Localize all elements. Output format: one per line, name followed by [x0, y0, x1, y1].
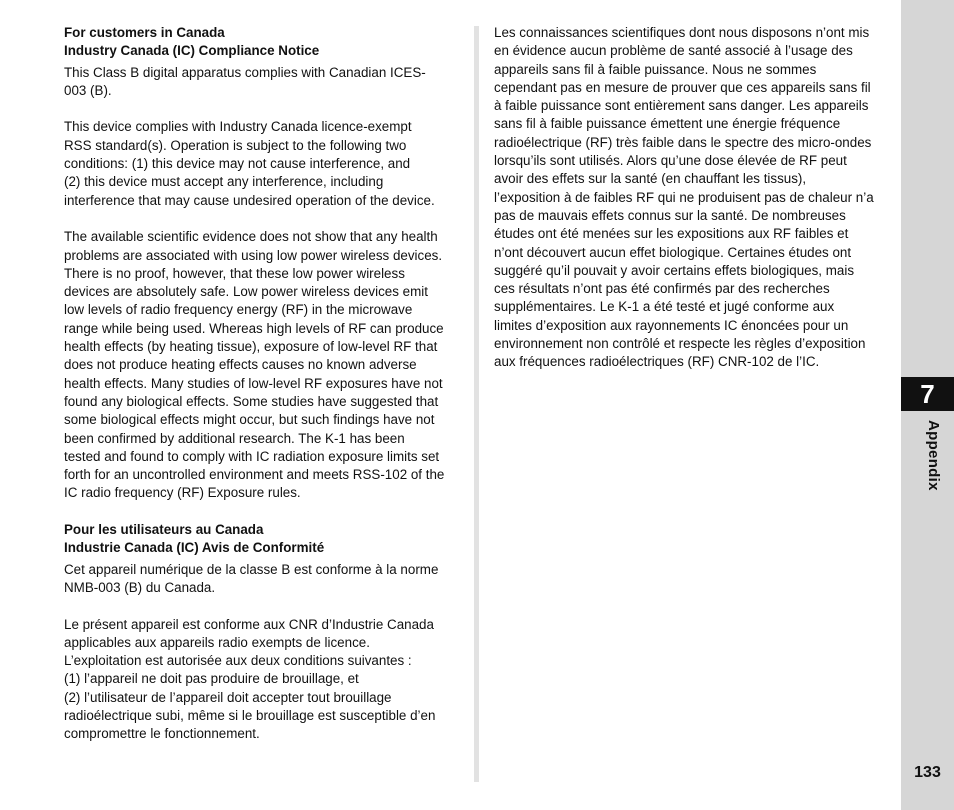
text-line: radioélectrique subi, même si le brouillage est susceptible d’en	[64, 707, 436, 723]
heading-utilisateurs-canada: Pour les utilisateurs au Canada	[64, 522, 264, 538]
text-line: Cet appareil numérique de la classe B est conforme à la norme	[64, 561, 439, 577]
text-line: low levels of radio frequency energy (RF) in the microwave	[64, 302, 413, 318]
text-line: forth for an uncontrolled environment and meets RSS-102 of the	[64, 467, 445, 483]
text-line: problems are associated with using low power wireless devices.	[64, 247, 443, 263]
text-line: appareils sans fil à faible puissance. Nous ne sommes	[494, 61, 817, 77]
text-line: does not produce heating effects causes no known adverse	[64, 357, 417, 373]
chapter-number: 7	[901, 377, 954, 411]
text-line: L’exploitation est autorisée aux deux conditions suivantes :	[64, 653, 412, 669]
paragraph-connaissances	[494, 24, 894, 372]
text-line: This device complies with Industry Canada licence-exempt	[64, 119, 412, 135]
text-line: RSS standard(s). Operation is subject to the following two	[64, 137, 407, 153]
text-line: range while being used. Whereas high levels of RF can produce	[64, 320, 444, 336]
text-line: l’exposition à de faibles RF qui ne produisent pas de chaleur n’a	[494, 189, 874, 205]
text-line: Le présent appareil est conforme aux CNR d’Industrie Canada	[64, 616, 434, 632]
heading-ic-compliance: Industry Canada (IC) Compliance Notice	[64, 43, 320, 59]
paragraph-rss	[64, 118, 464, 209]
text-line: à faible puissance sont entièrement sans danger. Les appareils	[494, 98, 869, 114]
text-line: Les connaissances scientifiques dont nous disposons n’ont mis	[494, 25, 870, 40]
text-line: sans fil à faible puissance émettent une énergie fréquence	[494, 116, 841, 132]
chapter-label: Appendix	[925, 420, 942, 491]
column-divider	[474, 26, 479, 782]
page-number: 133	[914, 764, 941, 781]
text-line: (2) l’utilisateur de l’appareil doit accepter tout brouillage	[64, 689, 392, 705]
paragraph-cnr	[64, 616, 464, 744]
text-line: compromettre le fonctionnement.	[64, 726, 260, 742]
text-line: limites d’exposition aux rayonnements IC énoncées pour un	[494, 317, 849, 333]
text-line: applicables aux appareils radio exempts de licence.	[64, 634, 370, 650]
text-line: tested and found to comply with IC radiation exposure limits set	[64, 448, 440, 464]
text-line: n’ont découvert aucun effet biologique. Certaines études ont	[494, 244, 852, 260]
text-line: aux fréquences radioélectriques (RF) CNR-102 de l’IC.	[494, 354, 820, 370]
text-line: interference that may cause undesired operation of the device.	[64, 192, 435, 208]
heading-avis-conformite: Industrie Canada (IC) Avis de Conformité	[64, 540, 325, 556]
text-line: (1) l’appareil ne doit pas produire de brouillage, et	[64, 671, 359, 687]
text-line: études ont été menées sur les expositions aux RF faibles et	[494, 226, 849, 242]
paragraph-nmb	[64, 561, 464, 598]
text-line: health effects. Many studies of low-level RF exposures have not	[64, 375, 443, 391]
text-line: some biological effects might occur, but such findings have not	[64, 412, 435, 428]
text-line: IC radio frequency (RF) Exposure rules.	[64, 485, 301, 501]
text-line: suggéré qu’il pouvait y avoir certains effets biologiques, mais	[494, 262, 855, 278]
left-column	[64, 24, 464, 744]
text-line: supplémentaires. Le K-1 a été testé et jugé conforme aux	[494, 299, 835, 315]
text-line: avoir des effets sur la santé (en chauffant les tissus),	[494, 171, 807, 187]
text-line: This Class B digital apparatus complies with Canadian ICES-	[64, 64, 426, 80]
text-line: There is no proof, however, that these low power wireless	[64, 265, 405, 281]
text-line: pas de mauvais effets connus sur la santé. De nombreuses	[494, 207, 846, 223]
text-line: NMB-003 (B) du Canada.	[64, 579, 216, 595]
text-line: 003 (B).	[64, 82, 112, 98]
text-line: devices are absolutely safe. Low power wireless devices emit	[64, 284, 428, 300]
right-column	[494, 24, 894, 372]
text-line: been confirmed by additional research. The K-1 has been	[64, 430, 405, 446]
text-line: radioélectrique (RF) très faible dans le spectre des micro-ondes	[494, 134, 872, 150]
text-line: conditions: (1) this device may not cause interference, and	[64, 156, 411, 172]
text-line: en évidence aucun problème de santé associé à l’usage des	[494, 43, 853, 59]
paragraph-evidence	[64, 228, 464, 502]
text-line: (2) this device must accept any interference, including	[64, 174, 384, 190]
text-line: cependant pas en mesure de prouver que ces appareils sans fil	[494, 79, 871, 95]
paragraph-ices	[64, 64, 464, 101]
text-line: ces résultats n’ont pas été confirmés par des recherches	[494, 281, 830, 297]
text-line: lorsqu’ils sont utilisés. Alors qu’une dose élevée de RF peut	[494, 153, 847, 169]
text-line: The available scientific evidence does not show that any health	[64, 229, 438, 245]
heading-customers-canada: For customers in Canada	[64, 25, 225, 40]
text-line: health effects (by heating tissue), exposure of low-level RF that	[64, 339, 438, 355]
text-line: found any biological effects. Some studies have suggested that	[64, 393, 439, 409]
text-line: environnement non contrôlé et respecte les règles d’exposition	[494, 336, 866, 352]
